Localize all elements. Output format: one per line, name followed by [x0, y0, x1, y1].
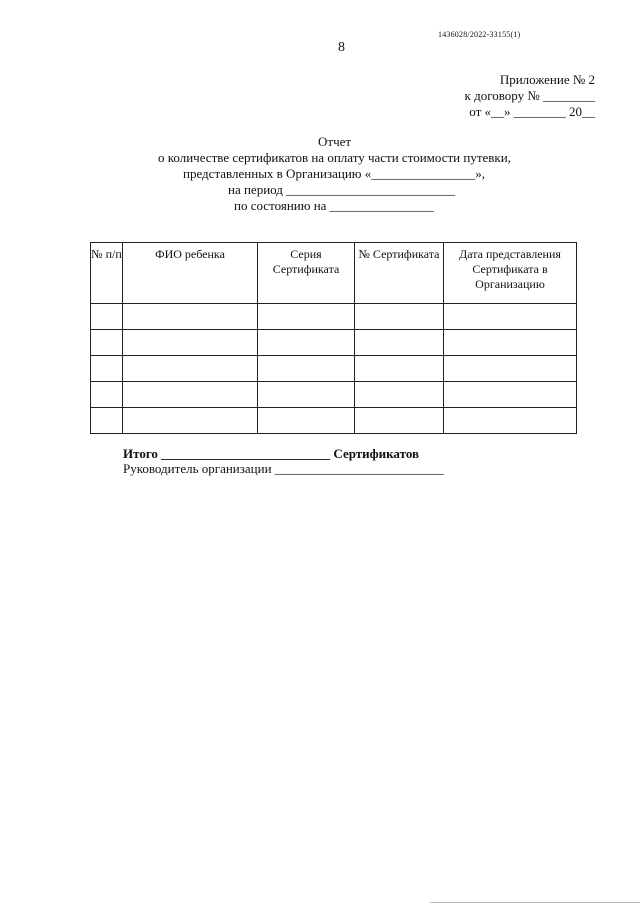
total-line — [123, 446, 419, 462]
report-organization: представленных в Организацию «________________», — [183, 166, 485, 181]
appendix-contract: к договору № ________ — [464, 88, 595, 103]
table-cell — [355, 356, 444, 382]
table-cell — [258, 408, 355, 434]
table-header-row — [91, 243, 577, 304]
col-header-date: Дата представления Сертификата в Организацию — [444, 243, 577, 304]
table-cell — [123, 382, 258, 408]
scan-edge-divider — [430, 902, 640, 903]
table-cell — [91, 330, 123, 356]
table-cell — [444, 356, 577, 382]
table-row — [91, 304, 577, 330]
report-subject: о количестве сертификатов на оплату части стоимости путевки, — [158, 150, 511, 165]
table-cell — [91, 304, 123, 330]
table-cell — [355, 382, 444, 408]
table-row — [91, 382, 577, 408]
col-header-cert-number: № Сертификата — [355, 243, 444, 304]
table-row — [91, 330, 577, 356]
table-cell — [91, 356, 123, 382]
certificates-table — [90, 242, 577, 434]
head-blank: __________________________ — [274, 461, 444, 476]
appendix-title: Приложение № 2 — [499, 72, 595, 87]
table-cell — [258, 382, 355, 408]
table-cell — [444, 304, 577, 330]
table-cell — [123, 304, 258, 330]
table-cell — [444, 330, 577, 356]
table-row — [91, 356, 577, 382]
document-id: 1436028/2022-33155(1) — [438, 30, 521, 39]
report-as-of: по состоянию на ________________ — [234, 198, 434, 213]
appendix-date: от «__» ________ 20__ — [469, 104, 595, 119]
table-cell — [258, 304, 355, 330]
signature-line — [123, 461, 444, 477]
table-row — [91, 408, 577, 434]
report-period: на период __________________________ — [228, 182, 456, 197]
table-cell — [258, 356, 355, 382]
total-unit: Сертификатов — [333, 446, 420, 461]
total-label: Итого — [123, 446, 158, 461]
table-cell — [355, 330, 444, 356]
table-cell — [123, 408, 258, 434]
col-header-number: № п/п — [91, 243, 123, 304]
table-cell — [91, 408, 123, 434]
table-cell — [91, 382, 123, 408]
table-cell — [444, 382, 577, 408]
table-cell — [123, 330, 258, 356]
col-header-child-name: ФИО ребенка — [123, 243, 258, 304]
page-number: 8 — [338, 40, 345, 55]
table-cell — [123, 356, 258, 382]
table-cell — [355, 408, 444, 434]
col-header-series: Серия Сертификата — [258, 243, 355, 304]
table-cell — [258, 330, 355, 356]
head-label: Руководитель организации — [123, 461, 272, 476]
appendix-header — [465, 72, 595, 120]
total-blank: __________________________ — [161, 446, 331, 461]
table-cell — [355, 304, 444, 330]
table-cell — [444, 408, 577, 434]
report-title: Отчет — [318, 134, 352, 149]
